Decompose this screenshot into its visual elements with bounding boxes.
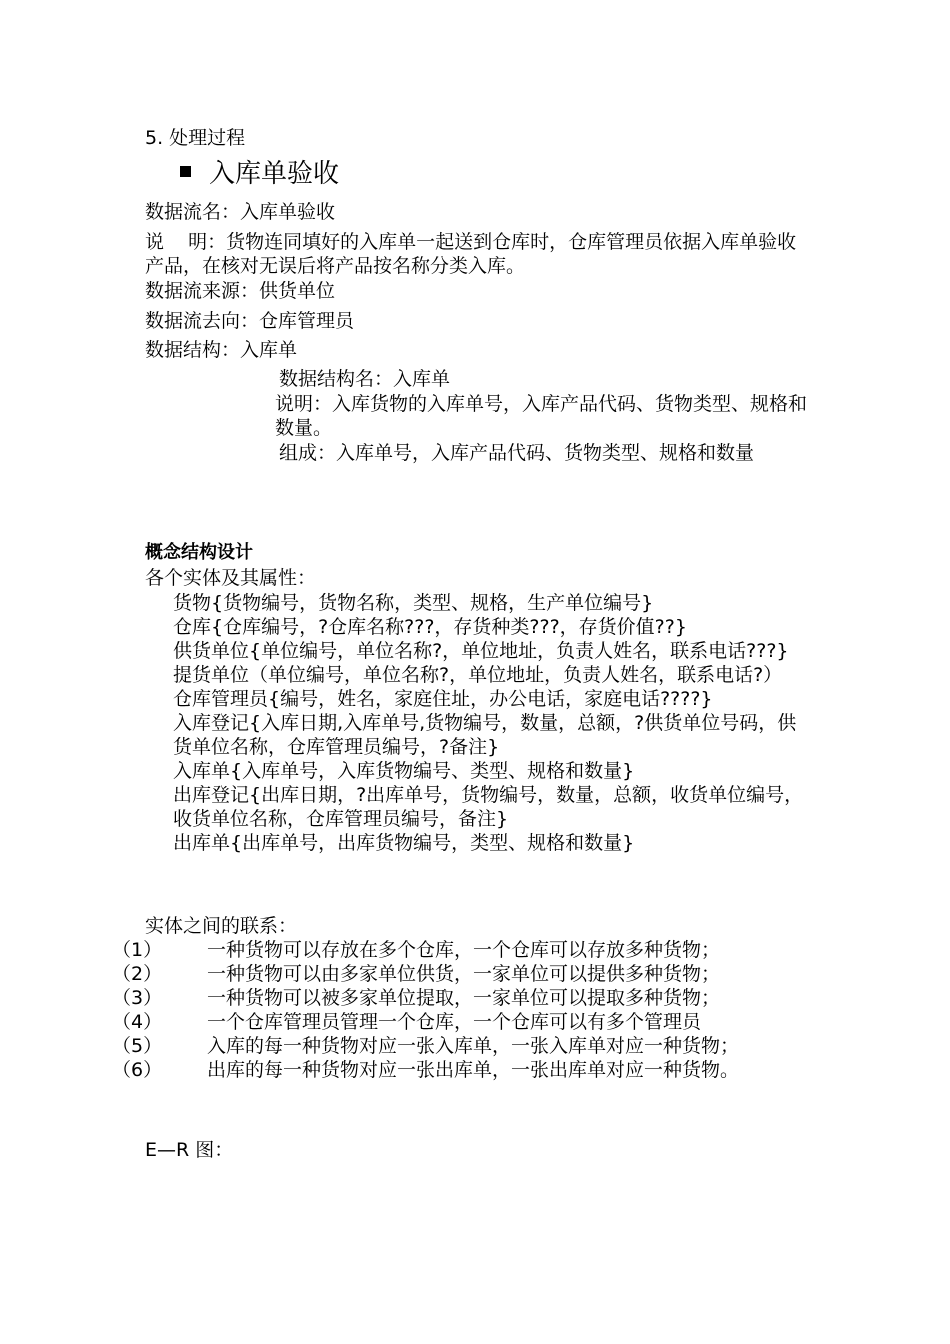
subsection-title-row	[180, 158, 339, 190]
relation-text: 出库的每一种货物对应一张出库单，一张出库单对应一种货物。	[207, 1059, 740, 1081]
relation-text: 一种货物可以存放在多个仓库，一个仓库可以存放多种货物；	[207, 939, 721, 961]
relation-number: （1）	[112, 939, 163, 961]
list-item: 仓库{仓库编号，?仓库名称???，存货种类???，存货价值??}	[173, 616, 687, 638]
entities-label: 各个实体及其属性：	[145, 567, 317, 589]
list-item	[112, 986, 815, 1010]
relation-number: （2）	[112, 963, 163, 985]
list-item	[112, 1034, 815, 1058]
square-bullet-icon	[180, 166, 191, 177]
dataflow-destination: 数据流去向：仓库管理员	[145, 310, 355, 332]
relation-text: 一种货物可以被多家单位提取，一家单位可以提取多种货物；	[207, 987, 721, 1009]
dataflow-source: 数据流来源：供货单位	[145, 280, 336, 302]
structure-description: 说明：入库货物的入库单号，入库产品代码、货物类型、规格和数量。	[275, 393, 808, 439]
concept-heading: 概念结构设计	[145, 542, 253, 563]
relation-number: （3）	[112, 987, 163, 1009]
list-item: 供货单位{单位编号，单位名称?，单位地址，负责人姓名，联系电话???}	[173, 640, 789, 662]
description-label: 说 明：	[145, 231, 227, 253]
relation-text: 一种货物可以由多家单位供货，一家单位可以提供多种货物；	[207, 963, 721, 985]
dataflow-description	[145, 230, 810, 278]
section-heading: 5. 处理过程	[145, 127, 246, 149]
relation-number: （6）	[112, 1059, 163, 1081]
er-diagram-label: E—R 图：	[145, 1139, 234, 1161]
structure-composition: 组成：入库单号，入库产品代码、货物类型、规格和数量	[279, 442, 755, 464]
list-item: 仓库管理员{编号，姓名，家庭住址，办公电话，家庭电话????}	[173, 688, 713, 710]
relation-number: （5）	[112, 1035, 163, 1057]
relations-label: 实体之间的联系：	[145, 915, 298, 937]
list-item: 货物{货物编号，货物名称，类型、规格，生产单位编号}	[173, 592, 654, 614]
list-item: 出库单{出库单号，出库货物编号，类型、规格和数量}	[173, 832, 635, 854]
list-item: 入库单{入库单号，入库货物编号、类型、规格和数量}	[173, 760, 635, 782]
relations-list	[112, 938, 815, 1082]
relation-number: （4）	[112, 1011, 163, 1033]
subsection-title: 入库单验收	[209, 159, 340, 189]
list-item	[112, 1010, 815, 1034]
dataflow-structure: 数据结构：入库单	[145, 339, 298, 361]
relation-text: 入库的每一种货物对应一张入库单，一张入库单对应一种货物；	[207, 1035, 740, 1057]
description-text: 货物连同填好的入库单一起送到仓库时，仓库管理员依据入库单验收产品，在核对无误后将产品按名称分类入库。	[145, 231, 797, 277]
structure-name: 数据结构名：入库单	[279, 368, 451, 390]
dataflow-name: 数据流名：入库单验收	[145, 201, 336, 223]
list-item	[112, 938, 815, 962]
list-item	[112, 962, 815, 986]
list-item: 提货单位（单位编号，单位名称?，单位地址，负责人姓名，联系电话?）	[173, 664, 783, 686]
list-item: 入库登记{入库日期,入库单号,货物编号，数量，总额，?供货单位号码，供货单位名称，仓库管理员编号，?备注}	[173, 712, 797, 758]
relation-text: 一个仓库管理员管理一个仓库，一个仓库可以有多个管理员	[207, 1011, 702, 1033]
list-item: 出库登记{出库日期，?出库单号，货物编号，数量，总额，收货单位编号，收货单位名称，仓库管理员编号，备注}	[173, 784, 804, 830]
list-item	[112, 1058, 815, 1082]
entity-list	[173, 591, 813, 855]
